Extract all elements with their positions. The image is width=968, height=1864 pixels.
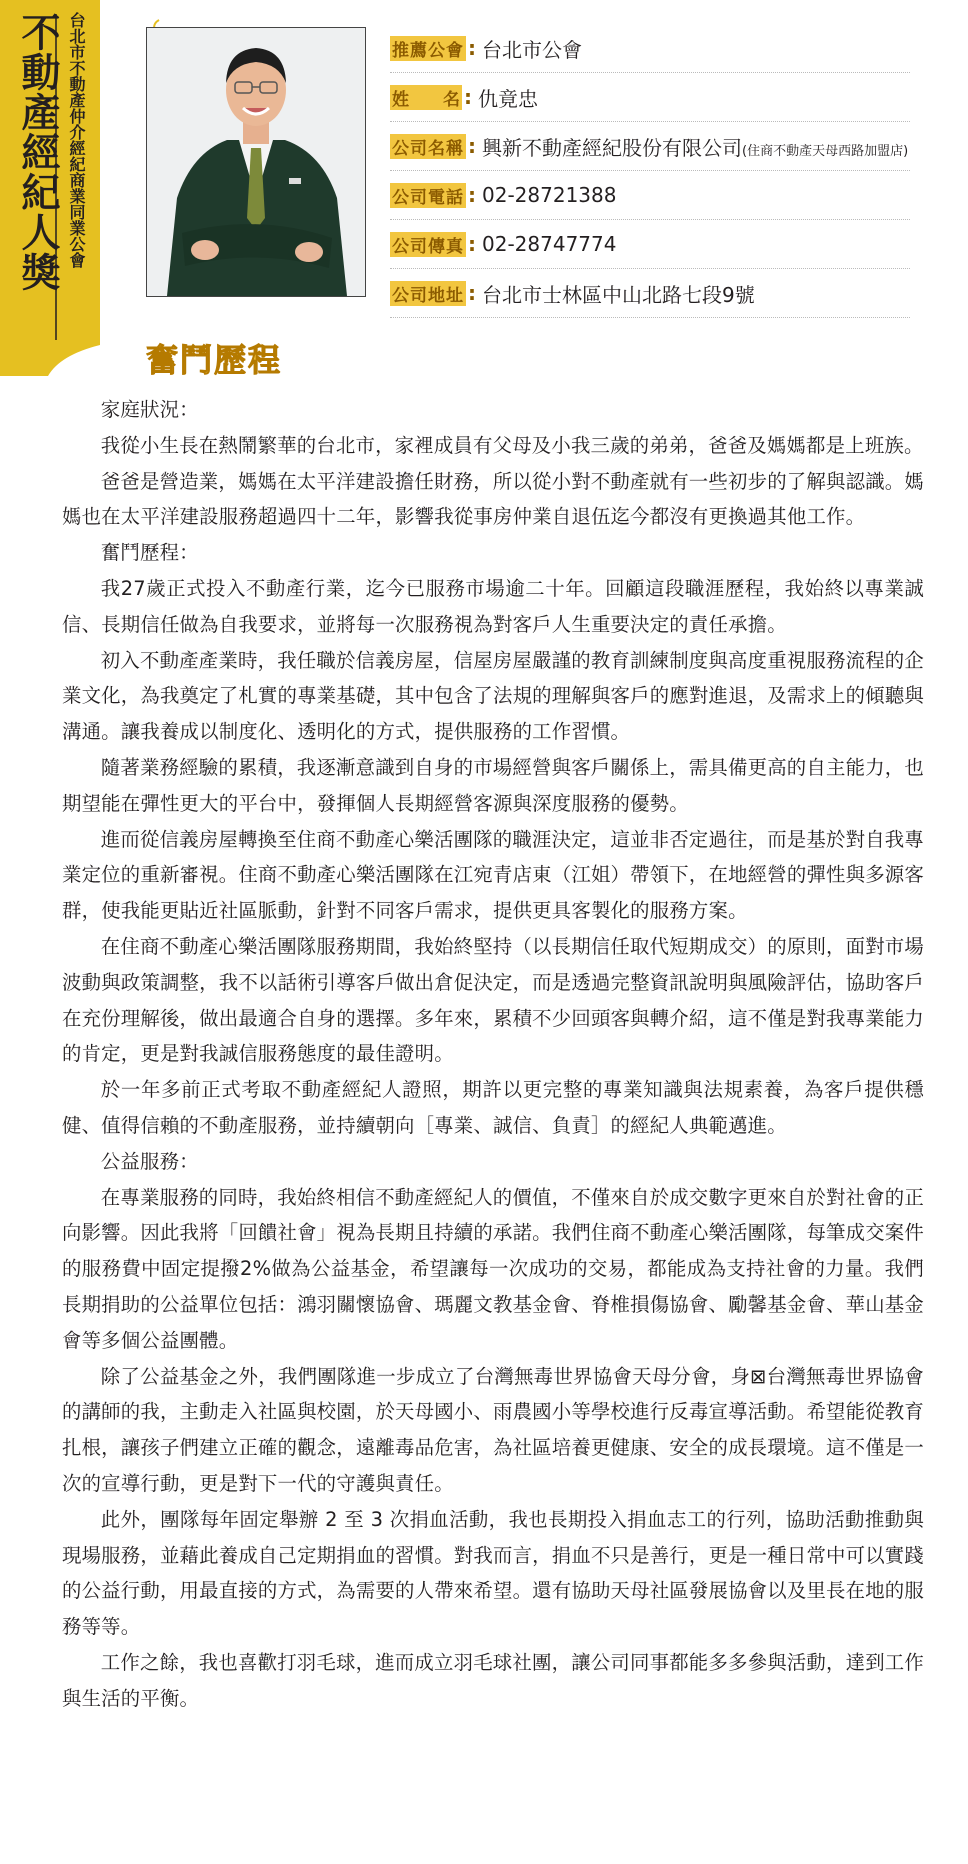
paragraph: 初入不動產產業時，我任職於信義房屋，信屋房屋嚴謹的教育訓練制度與高度重視服務流程的企業文化，為我奠定了札實的專業基礎，其中包含了法規的理解與客戶的應對進退，及需求上的傾聽與溝通。讓我養成以制度化、透明化的方式，提供服務的工作習慣。 [62,648,924,744]
info-row-phone [390,171,910,220]
paragraph: 我從小生長在熱鬧繁華的台北市，家裡成員有父母及小我三歲的弟弟，爸爸及媽媽都是上班族。 [100,433,924,457]
info-value [478,83,538,112]
info-row-company [390,122,910,171]
info-label: 公司電話 [390,183,466,208]
info-colon: : [468,183,476,207]
info-value [482,34,582,63]
info-colon: : [464,85,472,109]
award-title: 不動產經紀人獎 [15,12,60,292]
profile-photo [146,27,366,297]
paragraph: 進而從信義房屋轉換至住商不動產心樂活團隊的職涯決定，這並非否定過往，而是基於對自我專業定位的重新審視。住商不動產心樂活團隊在江宛青店東（江姐）帶領下，在地經營的彈性與多源客群，使我能更貼近社區脈動，針對不同客戶需求，提供更具客製化的服務方案。 [62,827,924,923]
paragraph: 在住商不動產心樂活團隊服務期間，我始終堅持（以長期信任取代短期成交）的原則，面對市場波動與政策調整，我不以話術引導客戶做出倉促決定，而是透過完整資訊說明與風險評估，協助客戶在充份理解後，做出最適合自身的選擇。多年來，累積不少回頭客與轉介紹，這不僅是對我專業能力的肯定，更是對我誠信服務態度的最佳證明。 [62,934,924,1066]
association-name: 台北市不動產仲介經紀商業同業公會 [67,12,86,268]
info-label: 公司傳真 [390,232,466,257]
info-value-text: 台北市士林區中山北路七段9號 [482,282,755,307]
article-body [62,392,924,1716]
info-value-note: (住商不動產天母西路加盟店) [742,143,909,159]
info-value [482,183,616,207]
info-row-name [390,73,910,122]
info-row-fax [390,220,910,269]
paragraph: 工作之餘，我也喜歡打羽毛球，進而成立羽毛球社團，讓公司同事都能多多參與活動，達到工作與生活的平衡。 [62,1650,924,1710]
award-side-band [0,0,100,376]
info-label: 姓 名 [390,85,462,110]
info-row-address [390,269,910,318]
paragraph-heading: 奮鬥歷程： [100,541,199,565]
paragraph-heading: 家庭狀況： [100,398,199,421]
info-value-text: 02-28747774 [482,232,617,256]
paragraph: 隨著業務經驗的累積，我逐漸意識到自身的市場經營與客戶關係上，需具備更高的自主能力，也期望能在彈性更大的平台中，發揮個人長期經營客源與深度服務的優勢。 [62,755,924,815]
info-value [482,279,755,308]
info-label: 公司地址 [390,281,466,306]
info-value-text: 興新不動產經紀股份有限公司 [482,135,742,160]
paragraph: 在專業服務的同時，我始終相信不動產經紀人的價值，不僅來自於成交數字更來自於對社會的正向影響。因此我將「回饋社會」視為長期且持續的承諾。我們住商不動產心樂活團隊，每筆成交案件的服務費中固定提撥2%做為公益基金，希望讓每一次成功的交易，都能成為支持社會的力量。我們長期捐助的公益單位包括：鴻羽關懷協會、瑪麗文教基金會、脊椎損傷協會、勵馨基金會、華山基金會等多個公益團體。 [62,1185,924,1352]
profile-info [390,24,910,318]
paragraph: 於一年多前正式考取不動產經紀人證照，期許以更完整的專業知識與法規素養，為客戶提供穩健、值得信賴的不動產服務，並持續朝向［專業、誠信、負責］的經紀人典範邁進。 [62,1078,924,1137]
info-value-text: 02-28721388 [482,183,617,207]
paragraph: 我27歲正式投入不動產行業，迄今已服務市場逾二十年。回顧這段職涯歷程，我始終以專業誠信、長期信任做為自我要求，並將每一次服務視為對客戶人生重要決定的責任承擔。 [62,576,924,636]
info-row-association [390,24,910,73]
paragraph-heading: 公益服務： [100,1149,199,1173]
info-value [482,132,908,161]
info-colon: : [468,232,476,256]
paragraph: 爸爸是營造業，媽媽在太平洋建設擔任財務，所以從小對不動產就有一些初步的了解與認識。媽媽也在太平洋建設服務超過四十二年，影響我從事房仲業自退伍迄今都沒有更換過其他工作。 [62,469,924,529]
portrait-image [147,28,365,296]
paragraph: 此外，團隊每年固定舉辦 2 至 3 次捐血活動，我也長期投入捐血志工的行列，協助活動推動與現場服務，並藉此養成自己定期捐血的習慣。對我而言，捐血不只是善行，更是一種日常中可以實踐的公益行動，用最直接的方式，為需要的人帶來希望。還有協助天母社區發展協會以及里長在地的服務等等。 [62,1507,924,1639]
info-value [482,232,616,256]
paragraph: 除了公益基金之外，我們團隊進一步成立了台灣無毒世界協會天母分會，身⊠台灣無毒世界協會的講師的我，主動走入社區與校園，於天母國小、雨農國小等學校進行反毒宣導活動。希望能從教育扎根，讓孩子們建立正確的觀念，遠離毒品危害，為社區培養更健康、安全的成長環境。這不僅是一次的宣導行動，更是對下一代的守護與責任。 [62,1364,924,1495]
info-colon: : [468,36,476,60]
info-colon: : [468,281,476,305]
info-label: 推薦公會 [390,36,466,61]
info-value-text: 台北市公會 [482,37,582,62]
info-value-text: 仇竟忠 [478,86,538,111]
info-label: 公司名稱 [390,134,466,159]
section-title: 奮鬥歷程 [146,341,283,379]
info-colon: : [468,134,476,158]
